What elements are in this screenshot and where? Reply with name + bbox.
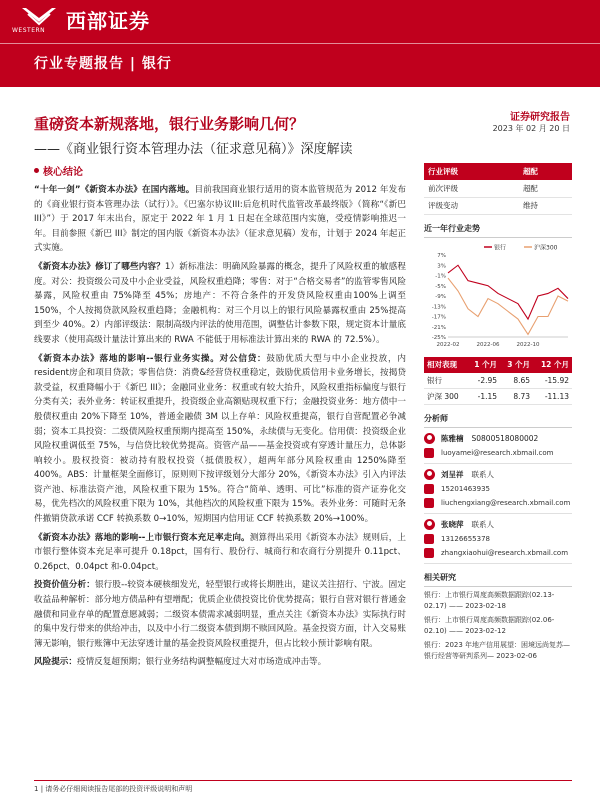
perf-header: 相对表现 [424, 357, 467, 373]
body-paragraph [34, 578, 406, 651]
related-link[interactable]: 银行：2023 年地产信用展望：困境远尚复苏—银行经营等研判系列— 2023-02-06 [424, 641, 571, 660]
footer: 1 | 请务必仔细阅读报告尾部的投资评级说明和声明 [34, 785, 193, 793]
perf-cell: -15.92 [533, 373, 572, 389]
related-link[interactable]: 银行：上市银行周度高频数据跟踪(02.06-02.10) —— 2023-02-12 [424, 616, 555, 635]
trend-chart [424, 241, 572, 351]
rating-header-label: 行业评级 [424, 163, 519, 180]
page-number: 1 [34, 785, 39, 793]
x-tick-label: 2022-06 [476, 341, 500, 348]
rating-row-value: 超配 [519, 180, 572, 197]
brand-english: WESTERN [12, 27, 46, 34]
related-heading: 相关研究 [424, 572, 572, 587]
perf-cell: 8.65 [500, 373, 533, 389]
y-tick-label: -5% [435, 283, 446, 290]
legend-label: 沪深300 [534, 244, 558, 251]
trend-chart-svg [424, 241, 572, 351]
analyst-name: 陈雅楠 [441, 434, 464, 443]
core-conclusion-heading: 核心结论 [34, 163, 406, 178]
bullet-icon [34, 168, 39, 173]
perf-cell: 银行 [424, 373, 467, 389]
body-paragraph [34, 352, 406, 527]
person-icon [424, 433, 435, 444]
paragraph-lead: “十年一剑”《新资本办法》在国内落地。 [34, 185, 195, 195]
sidebar [424, 163, 572, 662]
footer-divider [34, 780, 572, 781]
perf-cell: -11.13 [533, 389, 572, 405]
y-tick-label: -9% [435, 293, 446, 300]
analyst-cert: 联系人 [471, 520, 494, 529]
analyst-name: 张晓萍 [441, 520, 464, 529]
email-icon [424, 448, 434, 458]
paragraph-text: 银行股--较资本硬核细发光，轻型银行或将长期胜出，建议关注招行、宁波。固定收益品种解析：部分地方债品种有望增配；优质企业债投资比价优势提高；银行自营对银行普通金融债和同业存单的配置意愿减弱；二级资本债需求减弱明显，重点关注《新资本办法》实际执行时的集中发行带来的供给冲击，以及中小行二级资本债到期不赎回风险。基金投资方面，计入交易账簿无影响，银行账簿中无法穿透计量的基金投资风险权重提升，但占比较小预计影响有限。 [34, 580, 406, 649]
paragraph-lead: 投资价值分析： [34, 580, 95, 591]
series-line-index [448, 278, 568, 334]
phone-icon [424, 534, 434, 544]
body-paragraph [34, 183, 406, 256]
person-icon [424, 469, 435, 480]
report-type: 行业专题报告 | 银行 [34, 56, 172, 72]
header-band [0, 0, 600, 87]
analyst-cert: 联系人 [471, 470, 494, 479]
report-date: 2023 年 02 月 20 日 [492, 124, 570, 133]
report-label: 证券研究报告 [510, 112, 570, 123]
paragraph-lead: 风险提示： [34, 657, 77, 668]
y-tick-label: 7% [437, 252, 446, 259]
y-tick-label: -21% [431, 324, 446, 331]
analyst-phone: 15201463935 [424, 484, 572, 494]
perf-header: 3 个月 [500, 357, 533, 373]
report-subtitle: ——《商业银行资本管理办法（征求意见稿）》深度解读 [34, 142, 353, 157]
y-tick-label: -25% [431, 334, 446, 341]
paragraph-lead: 《新资本办法》修订了哪些内容？ [34, 261, 165, 272]
email-icon [424, 548, 434, 558]
y-tick-label: 3% [437, 262, 446, 269]
perf-header: 1 个月 [467, 357, 500, 373]
main-body [34, 163, 406, 674]
perf-cell: -1.15 [467, 389, 500, 405]
trend-title: 近一年行业走势 [424, 223, 572, 238]
legend-label: 银行 [494, 244, 507, 251]
perf-cell: 8.73 [500, 389, 533, 405]
analyst-phone: 13126655378 [424, 534, 572, 544]
analyst-email[interactable]: liuchengxiang@research.xbmail.com [424, 498, 572, 514]
paragraph-text: 测算得出采用《新资本办法》规则后，上市银行整体资本充足率可提升 0.18pct，国有行、股份行、城商行和农商行分别提升 0.11pct、0.26pct、0.04pct 和-0.04pct。 [34, 532, 406, 572]
body-paragraph [34, 260, 406, 348]
analyst-entry [424, 469, 572, 480]
x-tick-label: 2022-02 [436, 341, 460, 348]
rating-table [424, 163, 572, 215]
analyst-entry [424, 519, 572, 530]
analyst-email[interactable]: zhangxiaohui@research.xbmail.com [424, 548, 572, 564]
paragraph-text: 1）新标准法：明确风险暴露的概念，提升了风险权重的敏感程度。对公：投资级公司及中小企业受益，风险权重趋降；零售：对于“合格交易者”的监管零售风险暴露，风险权重由 75%降至 45%；房地产：不符合条件的开发贷风险权重由100%上调至 150%，个人按揭贷款风险权重趋降；金融机构：对三个月以上的银行风险暴露权重由 25%提高到至少 40%。2）内部评级法：限制高级内评法的使用范围，调整估计参数下限，规定资本计量底线要求（使用高级计量法计算出来的 RWA 不能低于用标准法计算出来的 RWA 的 72.5%）。 [34, 261, 406, 345]
email-icon [424, 498, 434, 508]
y-tick-label: -17% [431, 314, 446, 320]
paragraph-text: 目前我国商业银行适用的资本监管规范为 2012 年发布的《商业银行资本管理办法（试行）》。《巴塞尔协议III:后危机时代监管改革最终版》（简称“《新巴 III》”）于 2017 年末出台，原定于 2022 年 1 月 1 日起在全球范围内实施，受疫情影响推迟一年。目前参照《新巴 III》制定的国内版《新资本办法》（征求意见稿）发布，计划于 2024 年起正式实施。 [34, 185, 406, 254]
perf-cell: 沪深 300 [424, 389, 467, 405]
body-paragraph [34, 655, 406, 670]
related-link[interactable]: 银行：上市银行周度高频数据跟踪(02.13-02.17) —— 2023-02-18 [424, 591, 555, 610]
paragraph-lead: 《新资本办法》落地的影响--上市银行资本充足率走向。 [34, 532, 250, 543]
perf-header: 12 个月 [533, 357, 572, 373]
perf-cell: -2.95 [467, 373, 500, 389]
analyst-name: 刘呈祥 [441, 470, 464, 479]
header-divider [0, 43, 600, 44]
paragraph-text: 鼓励优质大型与中小企业投放，内resident房企和项目贷款；零售信贷：消费&经营贷权重稳定，鼓励优质信用卡业务增长，按揭贷款受益，权重降幅小于《新巴 III》；金融同业业务：权重或有较大抬升，风险权重指标偏度与银行分类有关；表外业务：转证权重提升，投资级企业高额贴现权重下行；金融投资业务：地方债中一般债权重由 20%下降至 10%，普通金融债 3M 以上存单：风险权重提高，银行自营配置必争减弱；资本工具投资：二级债风险权重预期内提高至 150%，永续债与无变化。信用债：投资级企业风险权重调低至 75%，与信贷比较优势提高。资管产品——基金投资或有穿透计量压力，总体影响较小。股权投资：被动持有股权投资（抵债股权），超两年部分风险权重由 1250%降至 400%。ABS：计量框架全面修订，原则则下按评级划分大部分 20%，《新资本办法》引入内评法资产池、标准法资产池，风险权重下限为 15%。符合“简单、透明、可比”标准的资产证券化交易，优先档次的风险权重下限为 10%，其他档次的风险权重下限为 15%。表外业务：可随时无条件撤销贷款承诺 CCF 转换系数 0→10%，短期国内信用证 CCF 转换系数 20%→100%。 [34, 353, 406, 525]
rating-header-value: 超配 [519, 163, 572, 180]
footer-disclaimer: 请务必仔细阅读报告尾部的投资评级说明和声明 [45, 785, 193, 793]
paragraph-text: 疫情反复超预期；银行业务结构调整幅度过大对市场造成冲击等。 [76, 657, 327, 668]
x-tick-label: 2022-10 [516, 341, 540, 348]
analyst-entry [424, 433, 572, 444]
rating-row-label: 前次评级 [424, 180, 519, 197]
analyst-cert: S0800518080002 [471, 434, 539, 443]
phone-icon [424, 484, 434, 494]
performance-table [424, 357, 572, 406]
analyst-email[interactable]: luoyamei@research.xbmail.com [424, 448, 572, 464]
rating-row-label: 评级变动 [424, 197, 519, 214]
body-paragraph [34, 531, 406, 575]
y-tick-label: -13% [431, 303, 446, 310]
person-icon [424, 519, 435, 530]
y-tick-label: -1% [435, 273, 446, 279]
paragraph-lead: 《新资本办法》落地的影响--银行业务实操。对公信贷： [34, 353, 267, 364]
brand-name: 西部证券 [66, 9, 150, 33]
rating-row-value: 维持 [519, 197, 572, 214]
report-title: 重磅资本新规落地，银行业务影响几何？ [34, 115, 305, 133]
analyst-heading: 分析师 [424, 413, 572, 428]
